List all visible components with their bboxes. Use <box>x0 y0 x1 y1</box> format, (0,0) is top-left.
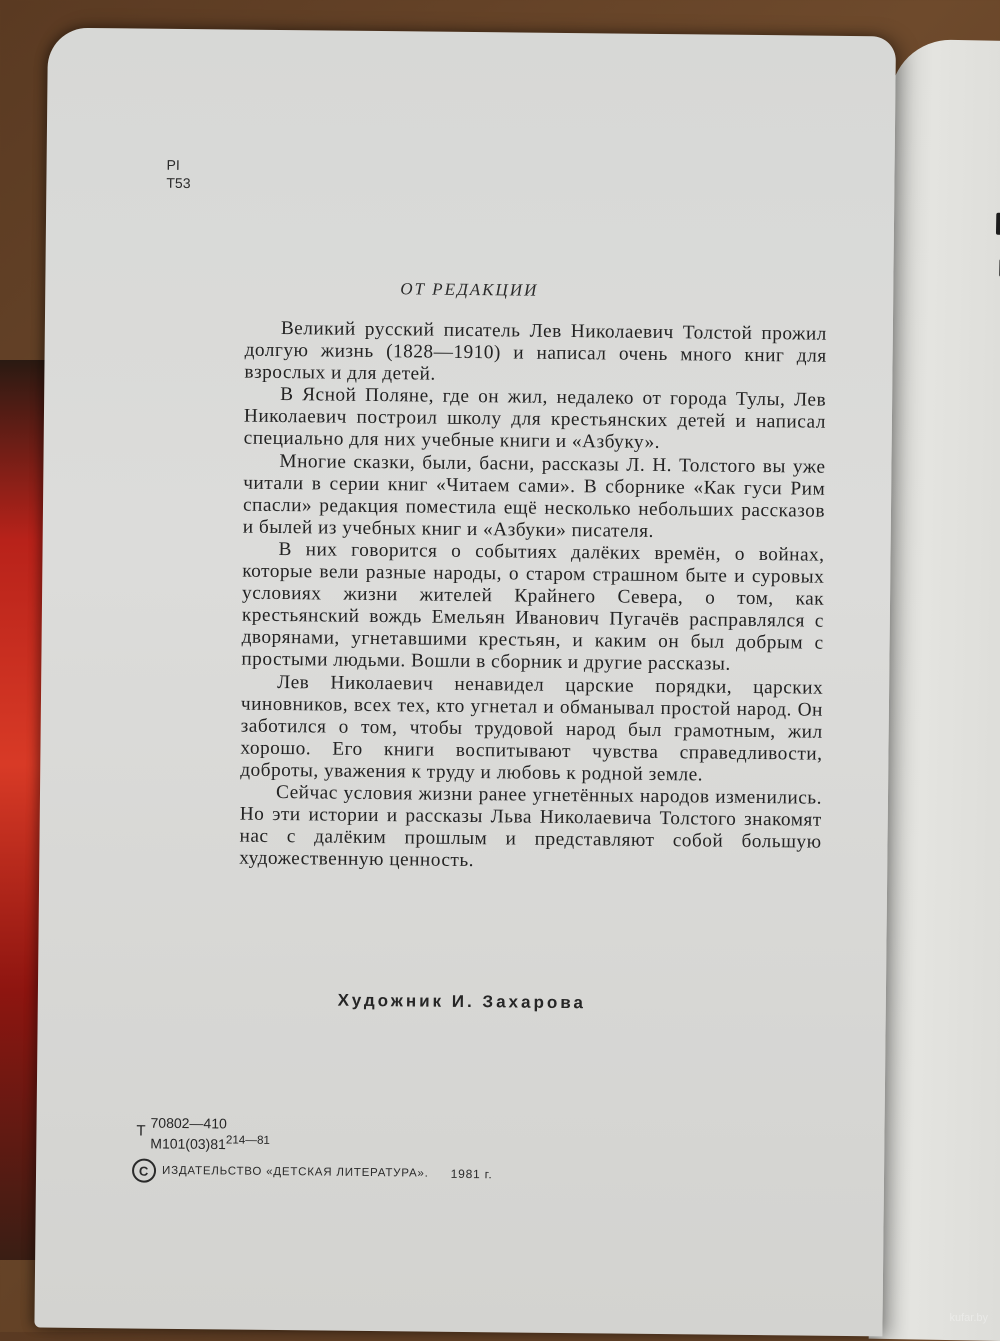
classification-code-line2: Т53 <box>166 174 191 192</box>
index-line2 <box>150 1133 270 1153</box>
paragraph: В Ясной Поляне, где он жил, недалеко от города Тулы, Лев Николаевич построил школу для крестьянских детей и написал специально для них учебные книги и «Азбуку». <box>243 384 827 454</box>
editorial-heading: ОТ РЕДАКЦИИ <box>400 279 539 300</box>
paragraph: Многие сказки, были, басни, рассказы Л. Н. Толстого вы уже читали в серии книг «Читаем сами». В сборнике «Как гуси Рим спасли» редакция поместила ещё несколько небольших рассказов и былей из учебных книг и «Азбуки» писателя. <box>242 450 826 542</box>
paragraph: Великий русский писатель Лев Николаевич Толстой прожил долгую жизнь (1828—1910) и написал очень много книг для взрослых и для детей. <box>244 318 827 385</box>
editorial-text <box>239 318 827 876</box>
classification-code-line1: PI <box>166 156 180 173</box>
index-prefix: Т <box>136 1122 146 1140</box>
paragraph: Лев Николаевич ненавидел царские порядки, царских чиновников, всех тех, кто угнетал и обманывал простой народ. Он заботился о том, чтобы трудовой народ был грамотным, жил хорошо. Его книги воспитывают чувства справедливости, доброты, уважения к труду и любовь к родной земле. <box>240 671 824 786</box>
paragraph: Сейчас условия жизни ранее угнетённых народов изменились. Но эти истории и рассказы Льва Николаевича Толстого знакомят нас с далёким прошлым и представляют собой большую художественную ценность. <box>239 781 823 872</box>
book-page <box>34 28 896 1337</box>
watermark: kufar.by <box>949 1312 988 1324</box>
copyright-line <box>132 1159 493 1187</box>
copyright-icon: C <box>132 1159 156 1183</box>
paragraph: В них говорится о событиях далёких времён, о войнах, которые вели разные народы, о старом страшном быте и суровых условиях жизни жителей Крайнего Севера, о том, как крестьянский вождь Емельян Иванович Пугачёв расправлялся с дворянами, угнетавшими крестьян, и каким он был добрым с простыми людьми. Вошли в сборник и другие рассказы. <box>241 538 825 676</box>
facing-page-text-fragment <box>996 213 1000 235</box>
publication-year: 1981 г. <box>450 1166 493 1182</box>
index-suffix: 214—81 <box>225 1133 271 1147</box>
artist-credit: Художник И. Захарова <box>337 990 587 1013</box>
index-line2-code: М101(03)81 <box>150 1135 226 1153</box>
index-line1: 70802—410 <box>150 1114 227 1132</box>
publisher-name: ИЗДАТЕЛЬСТВО «ДЕТСКАЯ ЛИТЕРАТУРА». <box>161 1164 429 1180</box>
